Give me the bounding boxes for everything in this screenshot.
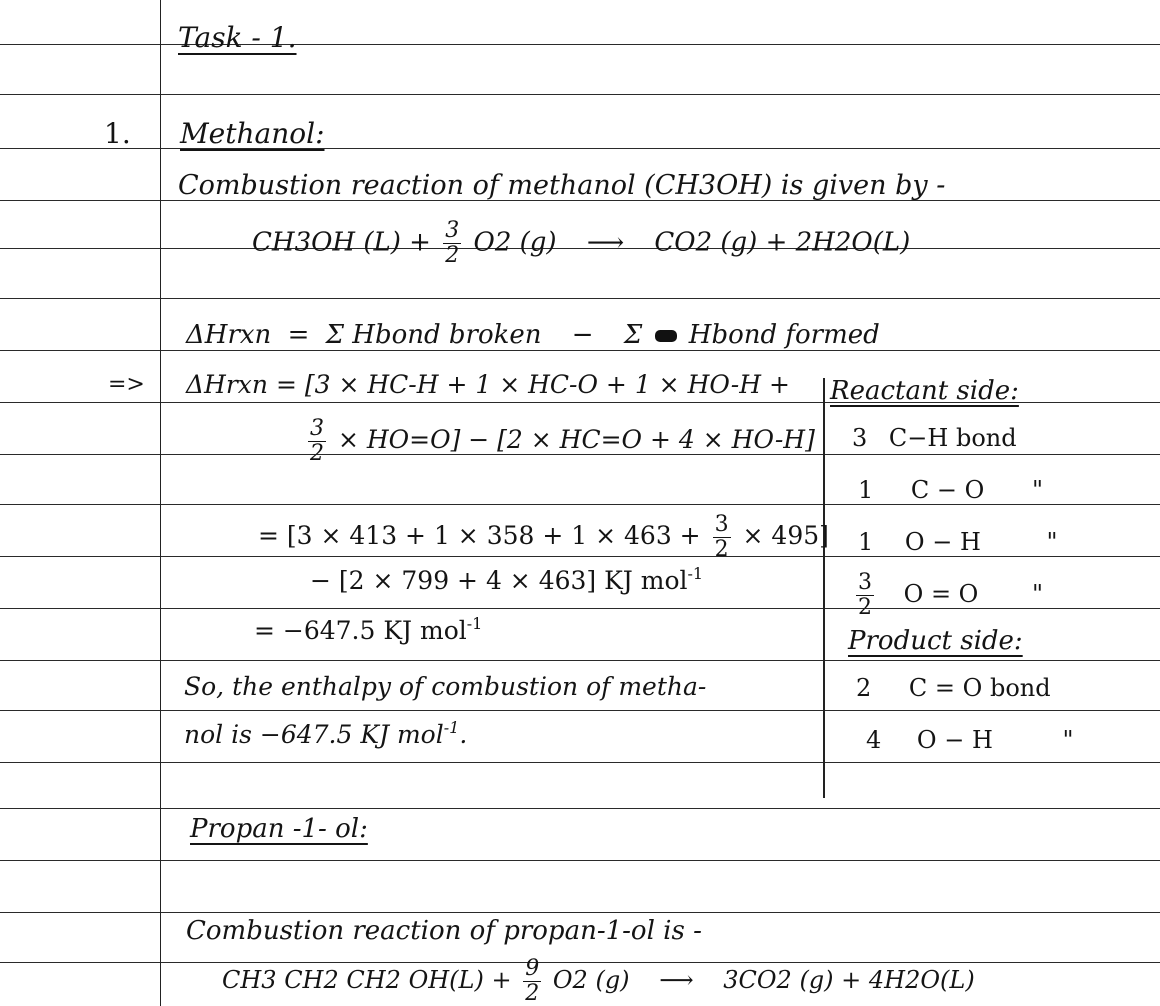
calc-line-2: $\frac{3}{2}$ × HO=O] − [2 × HC=O + 4 × HO-H] — [310, 416, 815, 466]
propanol-title: Propan -1- ol: — [190, 814, 368, 844]
ruled-line — [0, 350, 1160, 351]
coefficient-fraction: $\frac{3}{2}$ — [445, 218, 460, 268]
ruled-line — [0, 762, 1160, 763]
reaction-oxygen: O2 (g) — [473, 227, 557, 258]
ruled-line — [0, 44, 1160, 45]
ruled-line — [0, 504, 1160, 505]
reactant-row: 1 O − H " — [858, 528, 1056, 556]
calc-line-4: − [2 × 799 + 4 × 463] KJ mol$^{-1}$ — [310, 564, 704, 595]
reaction-lhs: CH3 CH2 CH2 OH(L) + — [222, 966, 512, 994]
product-row: 4 O − H " — [866, 726, 1072, 754]
methanol-reaction — [252, 220, 910, 267]
propanol-reaction — [222, 958, 975, 1005]
calc-line-5: = −647.5 KJ mol$^{-1}$ — [254, 614, 483, 645]
product-row: 2 C = O bond — [856, 674, 1051, 702]
reactant-row: 1 C − O " — [858, 476, 1042, 504]
propanol-intro: Combustion reaction of propan-1-ol is - — [186, 916, 702, 946]
reaction-arrow: ⟶ — [586, 227, 625, 258]
ruled-line — [0, 660, 1160, 661]
coefficient-fraction: $\frac{9}{2}$ — [525, 956, 540, 1006]
question-number: 1. — [104, 117, 131, 150]
calc-line-3: = [3 × 413 + 1 × 358 + 1 × 463 + $\frac{3}{2}$ × 495] — [258, 512, 829, 562]
margin-line — [160, 0, 161, 1006]
column-divider — [823, 378, 825, 798]
methanol-conclusion-2: nol is −647.5 KJ mol$^{-1}$. — [184, 718, 468, 749]
reaction-lhs: CH3OH (L) + — [252, 227, 431, 258]
methanol-intro: Combustion reaction of methanol (CH3OH) is given by - — [178, 170, 946, 201]
methanol-conclusion-1: So, the enthalpy of combustion of metha- — [184, 672, 707, 701]
task-heading: Task - 1. — [178, 21, 297, 54]
general-enthalpy-formula: ΔHrxn = Σ Hbond broken − Σ Hbond formed — [186, 320, 880, 350]
ruled-line — [0, 148, 1160, 149]
reaction-rhs: 3CO2 (g) + 4H2O(L) — [723, 966, 975, 994]
ruled-line — [0, 298, 1160, 299]
reaction-arrow: ⟶ — [659, 966, 694, 994]
reaction-rhs: CO2 (g) + 2H2O(L) — [654, 227, 911, 258]
methanol-title: Methanol: — [180, 117, 325, 150]
reactant-row: $\frac{3}{2}$ O = O " — [858, 570, 1042, 620]
ruled-line — [0, 710, 1160, 711]
calc-line-1: ΔHrxn = [3 × HC-H + 1 × HC-O + 1 × HO-H + — [186, 370, 790, 399]
reactant-row: 3 C−H bond — [852, 424, 1017, 452]
ruled-line — [0, 912, 1160, 913]
ruled-line — [0, 860, 1160, 861]
product-side-title: Product side: — [848, 626, 1023, 656]
reactant-side-title: Reactant side: — [830, 376, 1019, 406]
ruled-line — [0, 808, 1160, 809]
implies-arrow: => — [108, 372, 145, 397]
scribble-mark — [655, 330, 677, 342]
ruled-line — [0, 94, 1160, 95]
reaction-oxygen: O2 (g) — [552, 966, 630, 994]
